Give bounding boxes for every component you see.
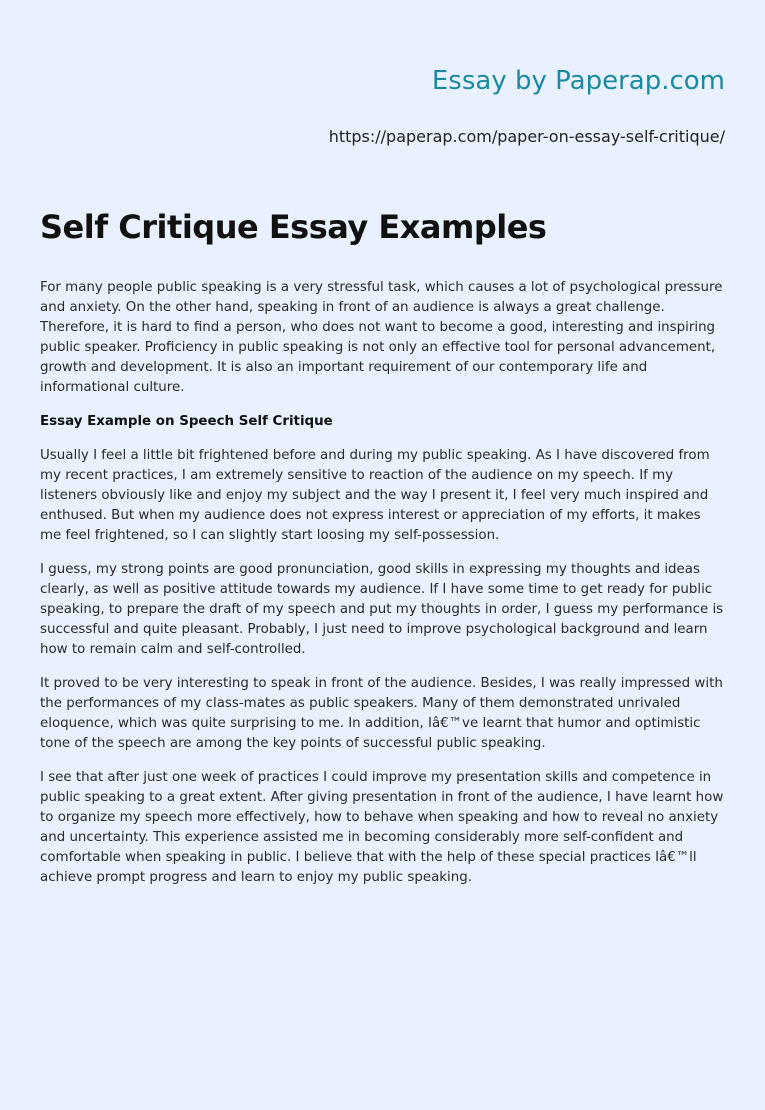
essay-paragraph: It proved to be very interesting to speak in front of the audience. Besides, I was really impressed with the performances of my class-mates as public speakers. Many of them demonstrated unrivaled eloquence, which was quite surprising to me. In addition, Iâ€™ve learnt that humor and optimistic tone of the speech are among the key points of successful public speaking.	[40, 676, 723, 751]
essay-paragraph: Usually I feel a little bit frightened before and during my public speaking. As I have discovered from my recent practices, I am extremely sensitive to reaction of the audience on my speech. If my listeners obviously like and enjoy my subject and the way I present it, I feel very much inspired and enthused. But when my audience does not express interest or appreciation of my efforts, it makes me feel frightened, so I can slightly start loosing my self-possession.	[40, 448, 710, 543]
site-brand[interactable]: Essay by Paperap.com	[431, 66, 725, 96]
essay-body	[40, 278, 726, 902]
source-url[interactable]: https://paperap.com/paper-on-essay-self-critique/	[328, 127, 725, 146]
essay-paragraph: I see that after just one week of practices I could improve my presentation skills and competence in public speaking to a great extent. After giving presentation in front of the audience, I have learnt how to organize my speech more effectively, how to behave when speaking and how to reveal no anxiety and uncertainty. This experience assisted me in becoming considerably more self-confident and comfortable when speaking in public. I believe that with the help of these special practices Iâ€™ll achieve prompt progress and learn to enjoy my public speaking.	[40, 770, 724, 885]
essay-paragraph: I guess, my strong points are good pronunciation, good skills in expressing my thoughts and ideas clearly, as well as positive attitude towards my audience. If I have some time to get ready for public speaking, to prepare the draft of my speech and put my thoughts in order, I guess my performance is successful and quite pleasant. Probably, I just need to improve psychological background and learn how to remain calm and self-controlled.	[40, 562, 724, 657]
page-title: Self Critique Essay Examples	[40, 208, 547, 246]
essay-subheading: Essay Example on Speech Self Critique	[40, 414, 333, 429]
essay-paragraph-intro: For many people public speaking is a very stressful task, which causes a lot of psychological pressure and anxiety. On the other hand, speaking in front of an audience is always a great challenge. Therefore, it is hard to find a person, who does not want to become a good, interesting and inspiring public speaker. Proficiency in public speaking is not only an effective tool for personal advancement, growth and development. It is also an important requirement of our contemporary life and informational culture.	[40, 280, 723, 395]
